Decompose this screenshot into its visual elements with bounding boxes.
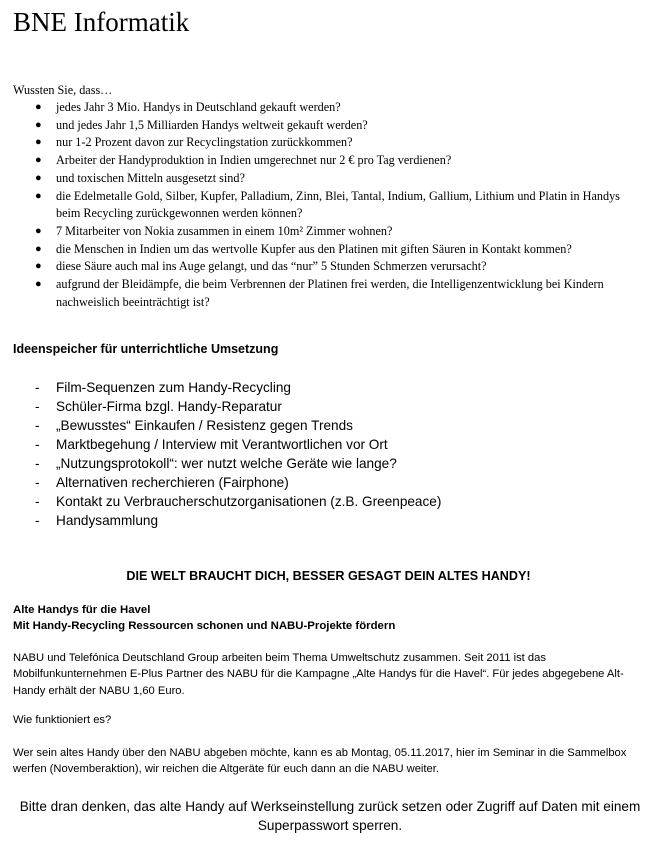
list-item	[13, 134, 643, 152]
bullet-icon: ●	[35, 171, 42, 184]
ideas-list	[13, 378, 643, 530]
nabu-paragraph-question: Wie funktioniert es?	[13, 714, 112, 726]
idea-text: Handysammlung	[56, 513, 158, 528]
bullet-icon: ●	[35, 278, 42, 291]
list-item	[13, 152, 643, 170]
list-item	[13, 454, 643, 473]
fact-text: und jedes Jahr 1,5 Milliarden Handys weltweit gekauft werden?	[56, 117, 368, 132]
bullet-icon: ●	[35, 118, 42, 131]
list-item	[13, 276, 643, 311]
list-item	[13, 492, 643, 511]
facts-intro: Wussten Sie, dass…	[13, 83, 113, 97]
dash-bullet: -	[35, 456, 40, 471]
dash-bullet: -	[35, 513, 40, 528]
list-item	[13, 241, 643, 259]
idea-text: „Bewusstes“ Einkaufen / Resistenz gegen Trends	[56, 418, 353, 433]
list-item	[13, 511, 643, 530]
bullet-icon: ●	[35, 189, 42, 202]
nabu-paragraph-intro: NABU und Telefónica Deutschland Group arbeiten beim Thema Umweltschutz zusammen. Seit 2011 ist das Mobilfunkunternehmen E-Plus Partner des NABU für die Kampagne „Alte Handys für die Havel“. Für jedes abgegebene Alt-Handy erhält der NABU 1,60 Euro.	[13, 652, 624, 697]
nabu-heading-line2: Mit Handy-Recycling Ressourcen schonen und NABU-Projekte fördern	[13, 620, 396, 632]
list-item	[13, 170, 643, 188]
reminder-note: Bitte dran denken, das alte Handy auf Werkseinstellung zurück setzen oder Zugriff auf Daten mit einem Superpasswort sperren.	[19, 799, 641, 833]
banner-headline: DIE WELT BRAUCHT DICH, BESSER GESAGT DEIN ALTES HANDY!	[126, 569, 531, 583]
idea-text: Alternativen recherchieren (Fairphone)	[56, 475, 289, 490]
idea-text: Film-Sequenzen zum Handy-Recycling	[56, 380, 291, 395]
dash-bullet: -	[35, 380, 40, 395]
list-item	[13, 223, 643, 241]
idea-text: Marktbegehung / Interview mit Verantwortlichen vor Ort	[56, 437, 388, 452]
nabu-heading-line1: Alte Handys für die Havel	[13, 604, 151, 616]
idea-text: „Nutzungsprotokoll“: wer nutzt welche Geräte wie lange?	[56, 456, 397, 471]
dash-bullet: -	[35, 399, 40, 414]
list-item	[13, 473, 643, 492]
list-item	[13, 188, 643, 223]
nabu-heading	[13, 602, 395, 634]
list-item	[13, 397, 643, 416]
list-item	[13, 99, 643, 117]
bullet-icon: ●	[35, 101, 42, 113]
facts-list	[13, 99, 643, 311]
ideas-heading: Ideenspeicher für unterrichtliche Umsetzung	[13, 342, 279, 356]
dash-bullet: -	[35, 494, 40, 509]
bullet-icon: ●	[35, 154, 42, 167]
list-item	[13, 378, 643, 397]
list-item	[13, 258, 643, 276]
fact-text: 7 Mitarbeiter von Nokia zusammen in einem 10m² Zimmer wohnen?	[56, 223, 393, 238]
idea-text: Schüler-Firma bzgl. Handy-Reparatur	[56, 399, 282, 414]
idea-text: Kontakt zu Verbraucherschutzorganisationen (z.B. Greenpeace)	[56, 494, 442, 509]
fact-text: die Edelmetalle Gold, Silber, Kupfer, Palladium, Zinn, Blei, Tantal, Indium, Gallium, Lithium und Platin in Handys beim Recycling zurückgewonnen werden können?	[56, 188, 620, 221]
list-item	[13, 117, 643, 135]
bullet-icon: ●	[35, 224, 42, 237]
fact-text: diese Säure auch mal ins Auge gelangt, und das “nur” 5 Stunden Schmerzen verursacht?	[56, 259, 487, 274]
list-item	[13, 416, 643, 435]
facts-section	[13, 82, 643, 311]
document-title: BNE Informatik	[13, 7, 190, 37]
fact-text: und toxischen Mitteln ausgesetzt sind?	[56, 170, 245, 185]
ideas-section	[13, 378, 643, 530]
fact-text: die Menschen in Indien um das wertvolle Kupfer aus den Platinen mit giften Säuren in Kontakt kommen?	[56, 241, 572, 256]
nabu-paragraph-howto: Wer sein altes Handy über den NABU abgeben möchte, kann es ab Montag, 05.11.2017, hier im Seminar in die Sammelbox werfen (Novemberaktion), wir reichen die Altgeräte für euch dann an die NABU weiter.	[13, 747, 627, 776]
bullet-icon: ●	[35, 136, 42, 149]
dash-bullet: -	[35, 475, 40, 490]
fact-text: jedes Jahr 3 Mio. Handys in Deutschland gekauft werden?	[56, 100, 341, 114]
fact-text: aufgrund der Bleidämpfe, die beim Verbrennen der Platinen frei werden, die Intelligenzentwicklung bei Kindern nachweislich beeinträchtigt ist?	[56, 277, 604, 309]
list-item	[13, 435, 643, 454]
fact-text: Arbeiter der Handyproduktion in Indien umgerechnet nur 2 € pro Tag verdienen?	[56, 153, 452, 168]
bullet-icon: ●	[35, 260, 42, 273]
dash-bullet: -	[35, 418, 40, 433]
bullet-icon: ●	[35, 242, 42, 255]
fact-text: nur 1-2 Prozent davon zur Recyclingstation zurückkommen?	[56, 135, 353, 150]
dash-bullet: -	[35, 437, 40, 452]
